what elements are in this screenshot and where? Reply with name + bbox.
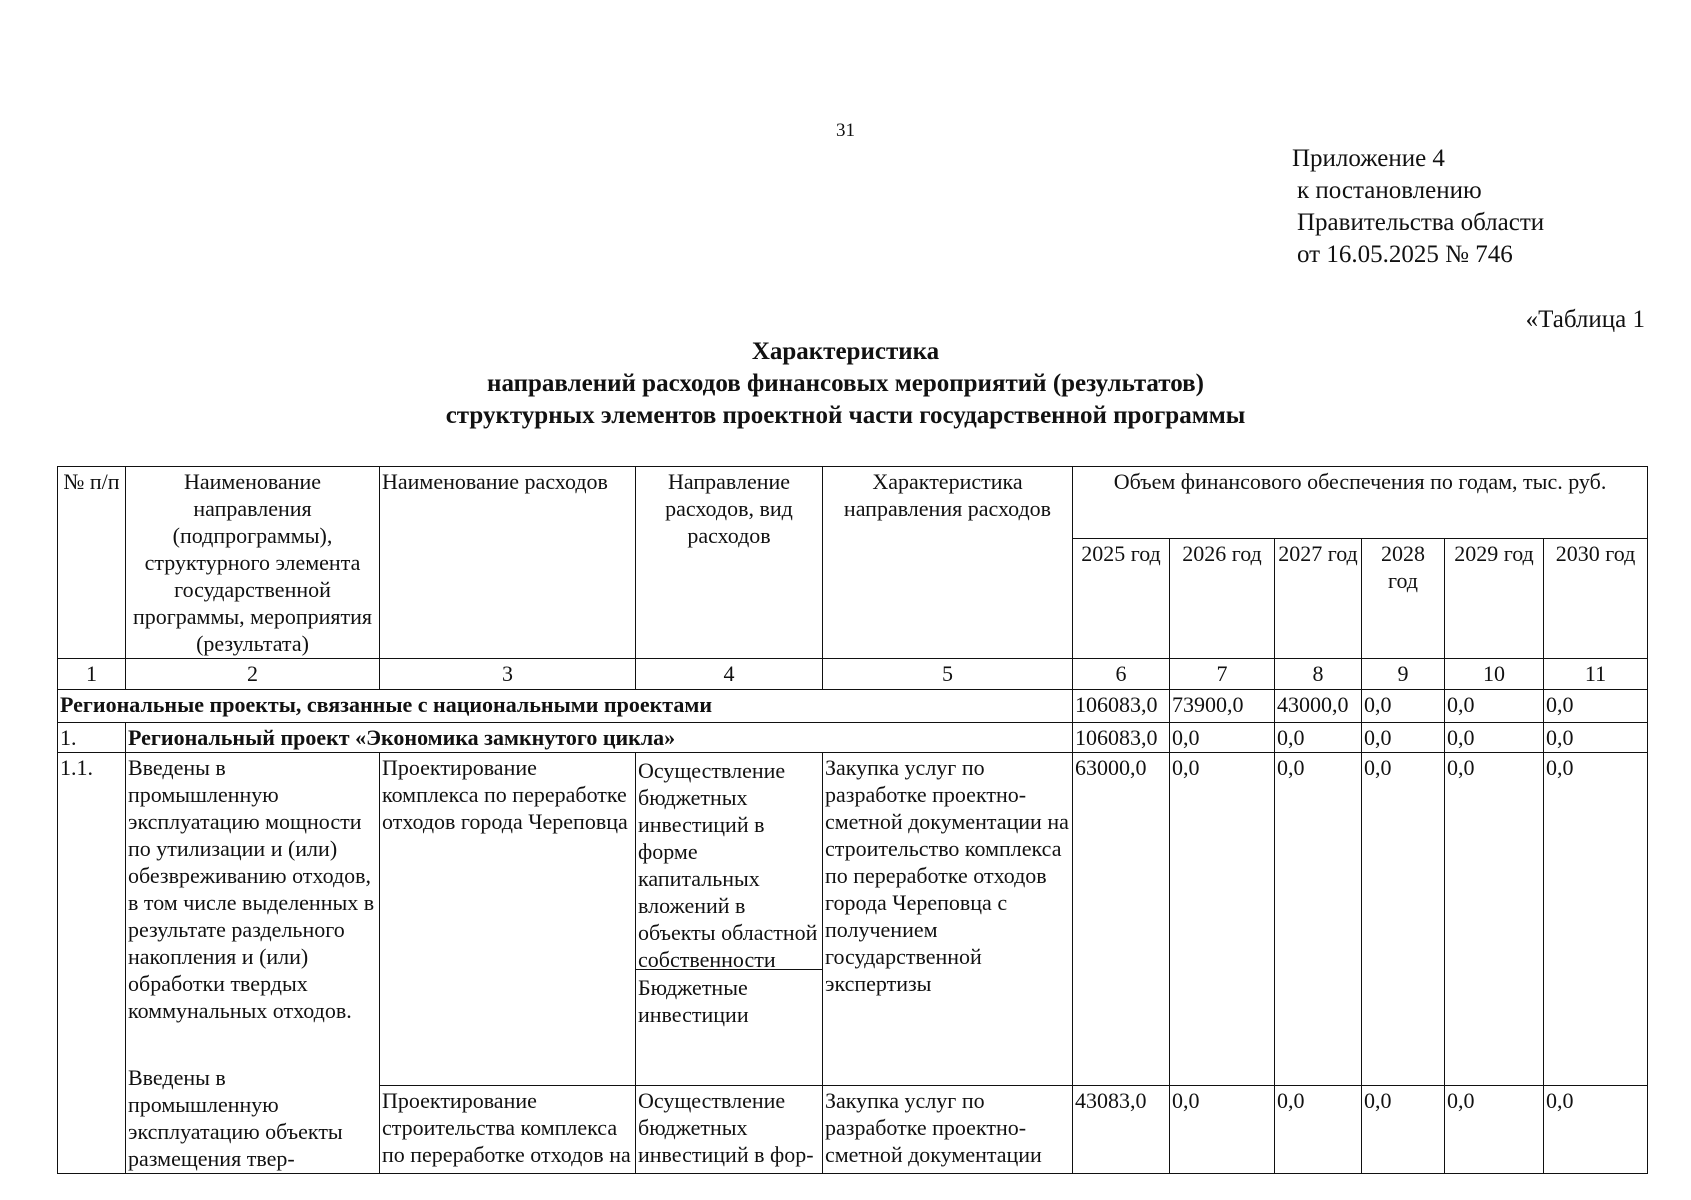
value-cell: 0,0 xyxy=(1544,723,1648,753)
value-cell: 106083,0 xyxy=(1073,690,1170,723)
column-number: 10 xyxy=(1445,659,1544,690)
value-cell: 0,0 xyxy=(1544,753,1648,1086)
appendix-line-1: Приложение 4 xyxy=(1292,145,1445,172)
appendix-line-2: к постановлению xyxy=(1297,177,1482,204)
column-number: 2 xyxy=(126,659,380,690)
regional-projects-row xyxy=(58,690,1648,723)
result-2-text: Введены в промышленную эксплуатацию объекты размещения твер- xyxy=(128,1065,343,1171)
value-cell: 43000,0 xyxy=(1275,690,1362,723)
table-label: «Таблица 1 xyxy=(1525,306,1645,333)
value-cell: 0,0 xyxy=(1275,723,1362,753)
result-1-text: Введены в промышленную эксплуатацию мощности по утилизации и (или) обезвреживанию отходов, в том числе выделенных в результате раздельного накопления и (или) обработки твердых коммунальных отходов. xyxy=(128,755,375,1023)
value-cell: 0,0 xyxy=(1362,753,1445,1086)
header-year-2030: 2030 год xyxy=(1544,539,1648,659)
header-characteristic: Характеристика направления расходов xyxy=(823,467,1073,659)
title-line-2: направлений расходов финансовых мероприятий (результатов) xyxy=(487,370,1204,397)
project-number: 1. xyxy=(58,723,126,753)
value-cell: 0,0 xyxy=(1445,1086,1544,1174)
value-cell: 63000,0 xyxy=(1073,753,1170,1086)
column-number: 1 xyxy=(58,659,126,690)
title-line-1: Характеристика xyxy=(751,338,940,365)
item-row-a xyxy=(58,753,1648,1086)
value-cell: 0,0 xyxy=(1170,723,1275,753)
header-num: № п/п xyxy=(58,467,126,659)
value-cell: 0,0 xyxy=(1362,723,1445,753)
value-cell: 0,0 xyxy=(1275,1086,1362,1174)
value-cell: 0,0 xyxy=(1362,1086,1445,1174)
value-cell: 106083,0 xyxy=(1073,723,1170,753)
expenses-table xyxy=(57,466,1648,1174)
column-number: 7 xyxy=(1170,659,1275,690)
header-year-2027: 2027 год xyxy=(1275,539,1362,659)
value-cell: 43083,0 xyxy=(1073,1086,1170,1174)
column-number: 8 xyxy=(1275,659,1362,690)
header-year-2026: 2026 год xyxy=(1170,539,1275,659)
column-numbers-row xyxy=(58,659,1648,690)
direction-text-a: Осуществление бюджетных инвестиций в форме капитальных вложений в объекты областной собственности xyxy=(636,753,822,970)
value-cell: 0,0 xyxy=(1544,690,1648,723)
title-line-3: структурных элементов проектной части государственной программы xyxy=(445,402,1246,429)
header-finance: Объем финансового обеспечения по годам, тыс. руб. xyxy=(1073,467,1648,539)
expense-name-b: Проектирование строительства комплекса по переработке отходов на xyxy=(380,1086,636,1174)
header-row-1 xyxy=(58,467,1648,539)
document-title xyxy=(0,336,1691,432)
value-cell: 0,0 xyxy=(1170,1086,1275,1174)
header-expense-direction: Направление расходов, вид расходов xyxy=(636,467,823,659)
column-number: 4 xyxy=(636,659,823,690)
expense-type-a: Бюджетные инвестиции xyxy=(638,975,749,1027)
column-number: 5 xyxy=(823,659,1073,690)
column-number: 3 xyxy=(380,659,636,690)
header-year-2028: 2028 год xyxy=(1362,539,1445,659)
value-cell: 0,0 xyxy=(1362,690,1445,723)
header-direction-name: Наименование направления (подпрограммы), структурного элемента государственной программы, мероприятия (результата) xyxy=(126,467,380,659)
value-cell: 0,0 xyxy=(1170,753,1275,1086)
direction-cell-a xyxy=(636,753,823,1086)
value-cell: 0,0 xyxy=(1445,753,1544,1086)
value-cell: 0,0 xyxy=(1544,1086,1648,1174)
characteristic-a: Закупка услуг по разработке проектно-сметной документации на строительство комплекса по переработке отходов города Череповца с получением государственной экспертизы xyxy=(823,753,1073,1086)
item-number: 1.1. xyxy=(58,753,126,1174)
expense-name-a: Проектирование комплекса по переработке отходов города Череповца xyxy=(380,753,636,1086)
column-number: 9 xyxy=(1362,659,1445,690)
direction-text-b: Осуществление бюджетных инвестиций в фор- xyxy=(636,1086,823,1174)
item-results-cell xyxy=(126,753,380,1174)
header-year-2029: 2029 год xyxy=(1445,539,1544,659)
regional-projects-label: Региональные проекты, связанные с национальными проектами xyxy=(58,690,1073,723)
project-row xyxy=(58,723,1648,753)
appendix-block xyxy=(1292,143,1544,271)
value-cell: 73900,0 xyxy=(1170,690,1275,723)
project-label: Региональный проект «Экономика замкнутого цикла» xyxy=(126,723,1073,753)
value-cell: 0,0 xyxy=(1445,690,1544,723)
header-expense-name: Наименование расходов xyxy=(380,467,636,659)
appendix-line-3: Правительства области xyxy=(1297,209,1545,236)
value-cell: 0,0 xyxy=(1445,723,1544,753)
page-number: 31 xyxy=(836,120,855,141)
column-number: 11 xyxy=(1544,659,1648,690)
column-number: 6 xyxy=(1073,659,1170,690)
characteristic-b: Закупка услуг по разработке проектно-сметной документации xyxy=(823,1086,1073,1174)
header-year-2025: 2025 год xyxy=(1073,539,1170,659)
value-cell: 0,0 xyxy=(1275,753,1362,1086)
appendix-line-4: от 16.05.2025 № 746 xyxy=(1297,241,1513,268)
